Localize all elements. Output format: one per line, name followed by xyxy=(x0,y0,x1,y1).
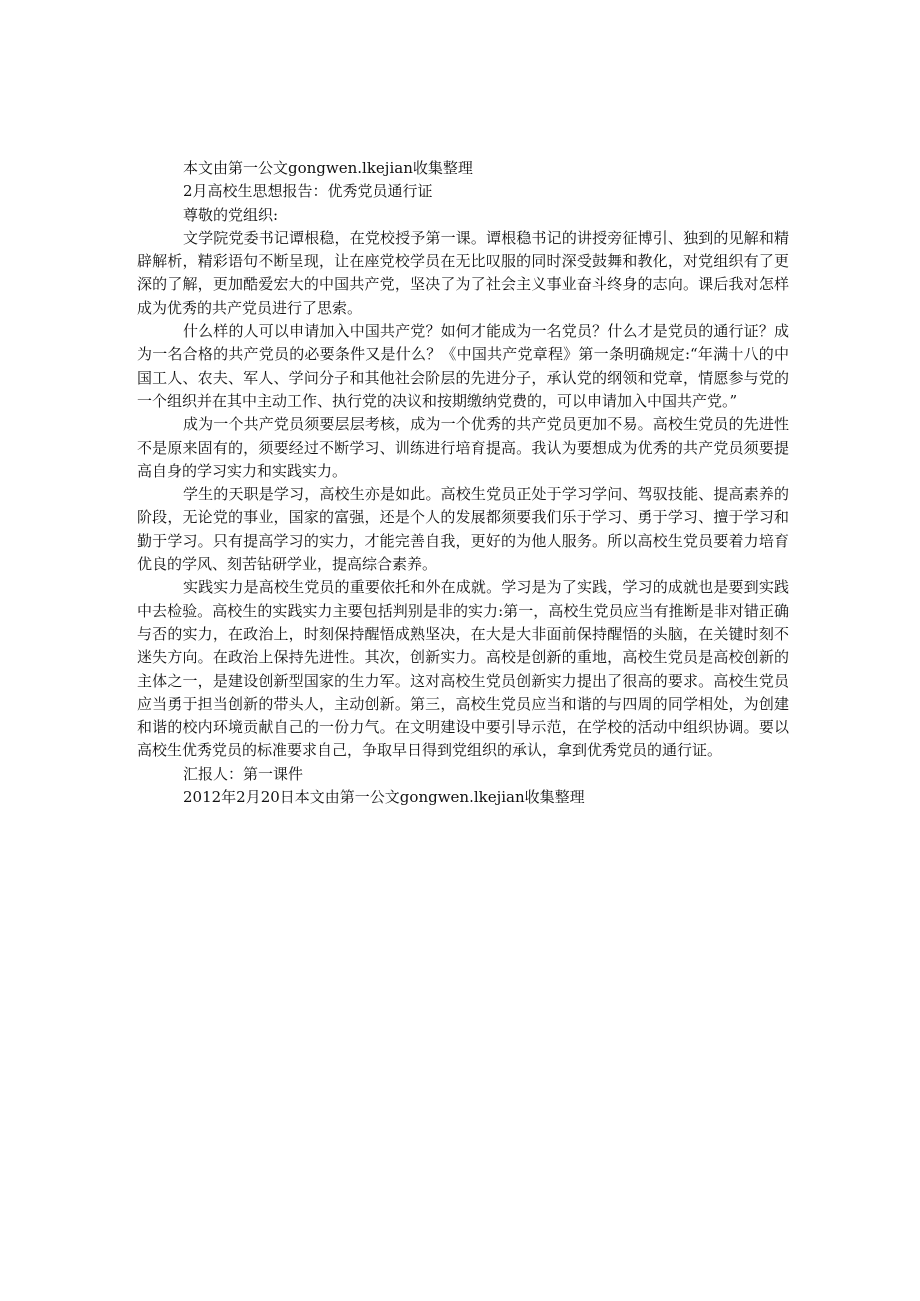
salutation: 尊敬的党组织: xyxy=(183,205,279,224)
document-title: 2月高校生思想报告：优秀党员通行证 xyxy=(183,182,433,201)
reporter-line: 汇报人：第一课件 xyxy=(183,764,304,783)
paragraph-4: 学生的天职是学习，高校生亦是如此。高校生党员正处于学习学问、驾驭技能、提高素养的阶段，无论党的事业，国家的富强，还是个人的发展都须要我们乐于学习、勇于学习、擅于学习和勤于学习。只有提高学习的实力，才能完善自我，更好的为他人服务。所以高校生党员要着力培育优良的学风、刻苦钻研学业，提高综合素养。 xyxy=(137,485,789,574)
document-body xyxy=(137,157,789,809)
footer-line: 2012年2月20日本文由第一公文gongwen.lkejian收集整理 xyxy=(183,788,585,807)
header-line: 本文由第一公文gongwen.lkejian收集整理 xyxy=(183,159,473,177)
paragraph-5: 实践实力是高校生党员的重要依托和外在成就。学习是为了实践，学习的成就也是要到实践中去检验。高校生的实践实力主要包括判别是非的实力:第一，高校生党员应当有推断是非对错正确与否的实力，在政治上，时刻保持醒悟成熟坚决，在大是大非面前保持醒悟的头脑，在关键时刻不迷失方向。在政治上保持先进性。其次，创新实力。高校是创新的重地，高校生党员是高校创新的主体之一，是建设创新型国家的生力军。这对高校生党员创新实力提出了很高的要求。高校生党员应当勇于担当创新的带头人，主动创新。第三，高校生党员应当和谐的与四周的同学相处，为创建和谐的校内环境贡献自己的一份力气。在文明建设中要引导示范，在学校的活动中组织协调。要以高校生优秀党员的标准要求自己，争取早日得到党组织的承认，拿到优秀党员的通行证。 xyxy=(137,578,789,760)
paragraph-3: 成为一个共产党员须要层层考核，成为一个优秀的共产党员更加不易。高校生党员的先进性不是原来固有的，须要经过不断学习、训练进行培育提高。我认为要想成为优秀的共产党员须要提高自身的学习实力和实践实力。 xyxy=(137,415,789,480)
paragraph-2: 什么样的人可以申请加入中国共产党？如何才能成为一名党员？什么才是党员的通行证？成为一名合格的共产党员的必要条件又是什么？《中国共产党章程》第一条明确规定:“年满十八的中国工人、农夫、军人、学问分子和其他社会阶层的先进分子，承认党的纲领和党章，情愿参与党的一个组织并在其中主动工作、执行党的决议和按期缴纳党费的，可以申请加入中国共产党。” xyxy=(137,322,789,410)
paragraph-1: 文学院党委书记谭根稳，在党校授予第一课。谭根稳书记的讲授旁征博引、独到的见解和精辟解析，精彩语句不断呈现，让在座党校学员在无比叹服的同时深受鼓舞和教化，对党组织有了更深的了解，更加酷爱宏大的中国共产党，坚决了为了社会主义事业奋斗终身的志向。课后我对怎样成为优秀的共产党员进行了思索。 xyxy=(137,228,789,317)
